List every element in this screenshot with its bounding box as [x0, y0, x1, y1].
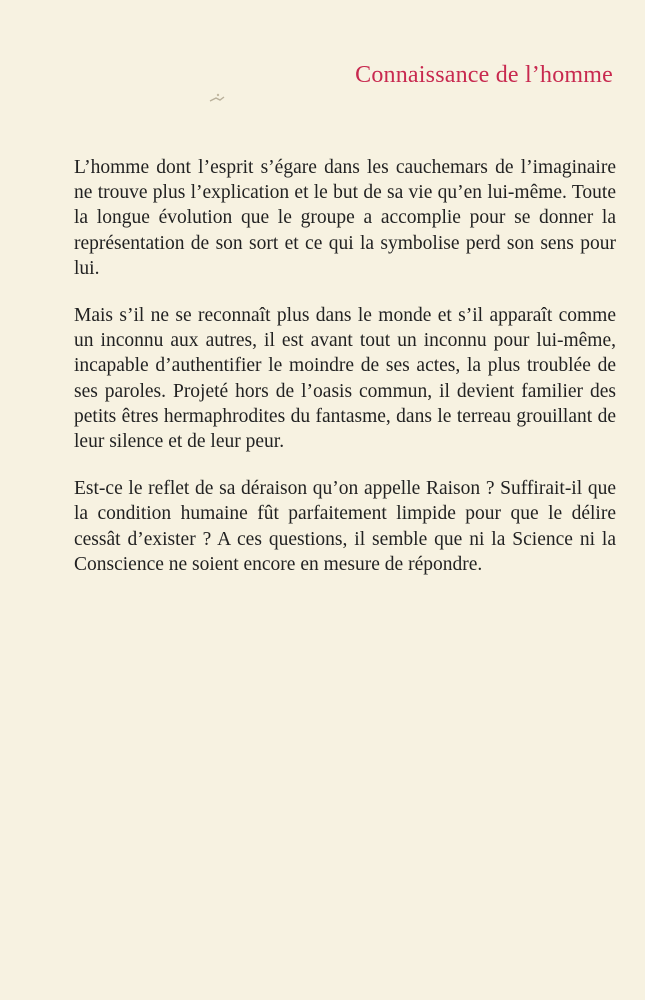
- series-title: Connaissance de l’homme: [355, 62, 613, 88]
- paragraph-1: L’homme dont l’esprit s’égare dans les cauchemars de l’imaginaire ne trouve plus l’explication et le but de sa vie qu’en lui-même. Toute la longue évolution que le groupe a accomplie pour se donner la représentation de son sort et ce qui la symbolise perd son sens pour lui.: [74, 157, 616, 279]
- paper-speck: [206, 92, 228, 106]
- blurb-text: [74, 155, 616, 599]
- paragraph-3: Est-ce le reflet de sa déraison qu’on appelle Raison ? Suffirait-il que la condition humaine fût parfaitement limpide pour que le délire cessât d’exister ? A ces questions, il semble que ni la Science ni la Conscience ne soient encore en mesure de répondre.: [74, 478, 616, 575]
- paragraph-2: Mais s’il ne se reconnaît plus dans le monde et s’il apparaît comme un inconnu aux autres, il est avant tout un inconnu pour lui-même, incapable d’authentifier le moindre de ses actes, la plus troublée de ses paroles. Projeté hors de l’oasis commun, il devient familier des petits êtres hermaphrodites du fantasme, dans le terreau grouillant de leur silence et de leur peur.: [74, 305, 616, 453]
